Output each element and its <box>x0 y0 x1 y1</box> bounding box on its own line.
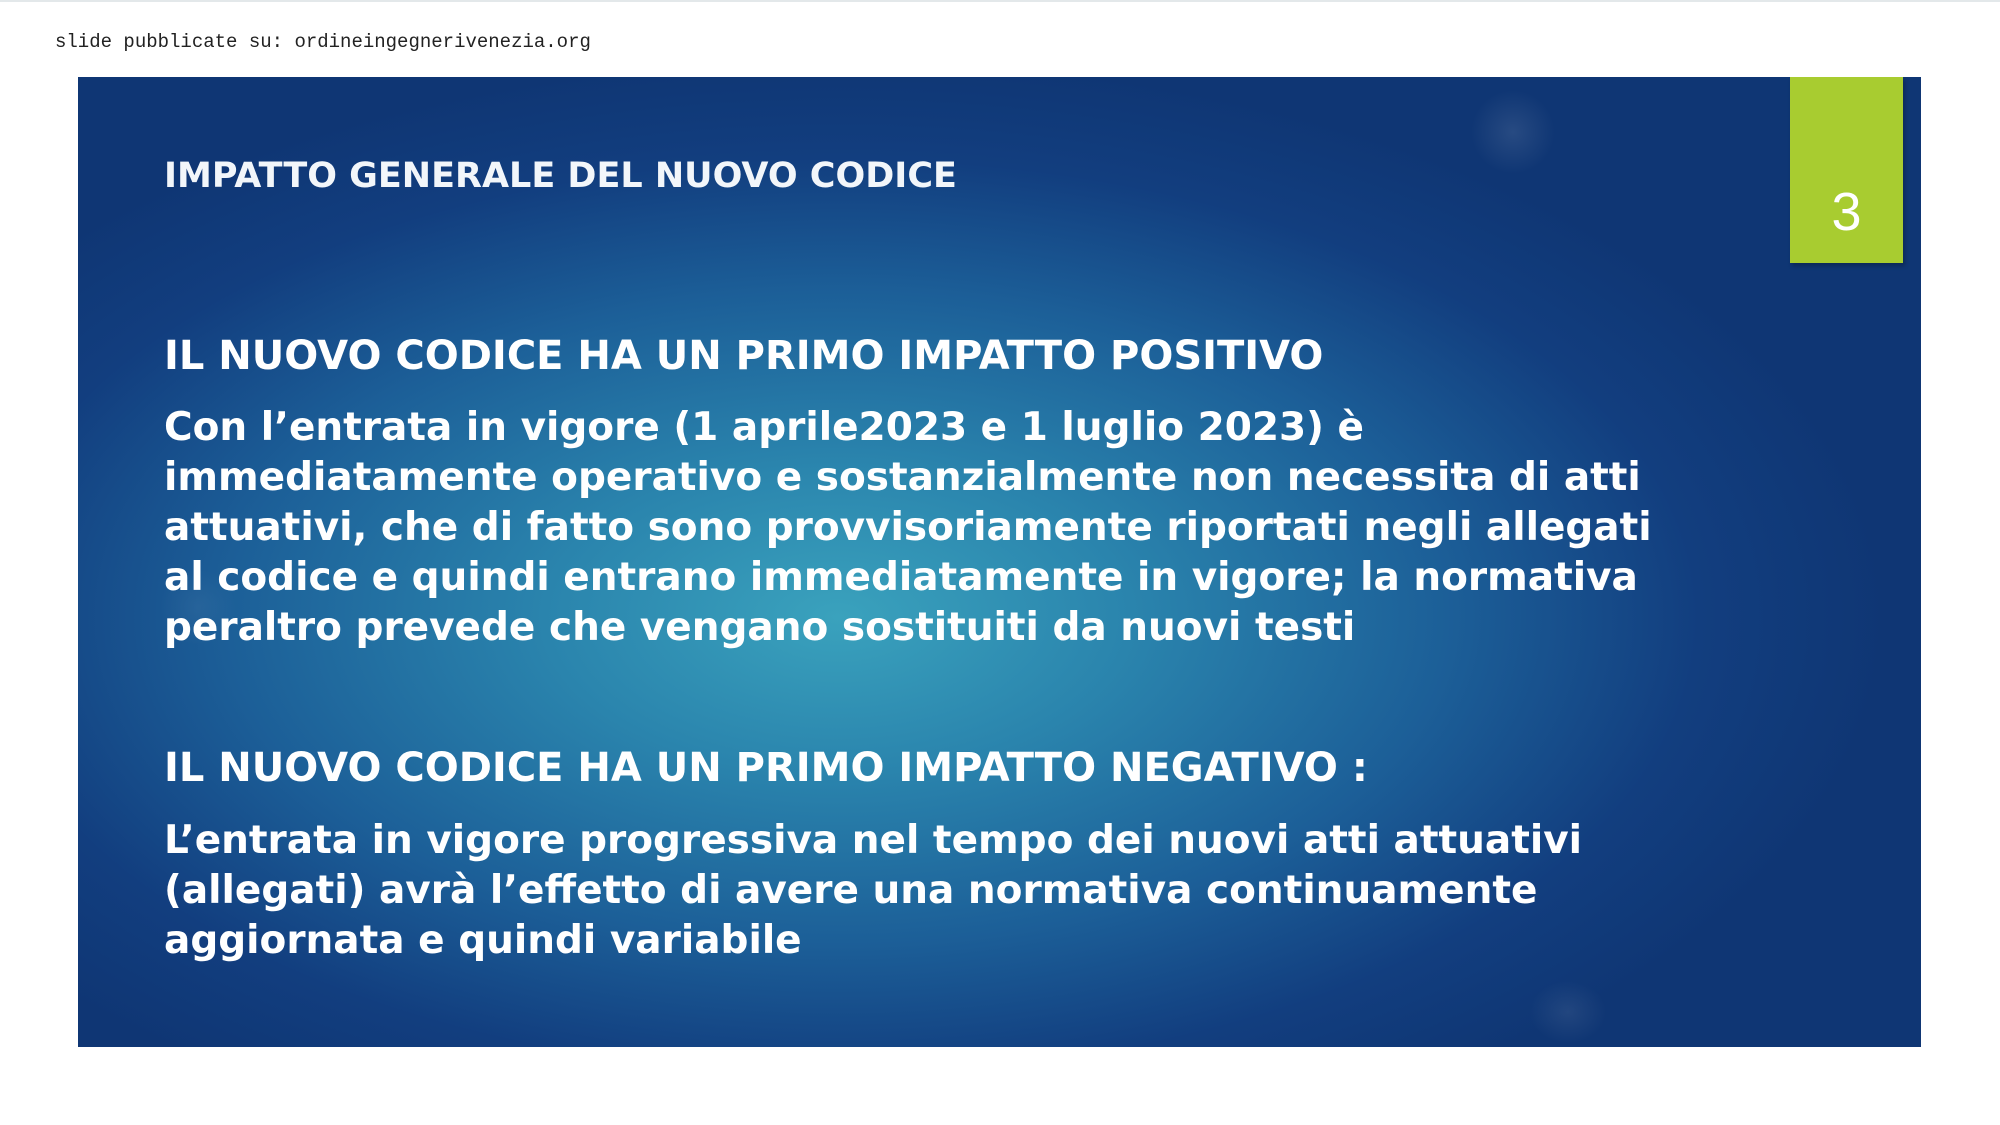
paragraph-line: al codice e quindi entrano immediatamente in vigore; la normativa <box>164 555 1638 600</box>
paragraph-line: peraltro prevede che vengano sostituiti da nuovi testi <box>164 605 1356 650</box>
slide <box>78 77 1921 1047</box>
paragraph-line: aggiornata e quindi variabile <box>164 918 802 963</box>
paragraph-line: immediatamente operativo e sostanzialmente non necessita di atti <box>164 455 1641 500</box>
section-heading-negative: IL NUOVO CODICE HA UN PRIMO IMPATTO NEGATIVO : <box>164 745 1368 791</box>
paragraph-line: attuativi, che di fatto sono provvisoriamente riportati negli allegati <box>164 505 1652 550</box>
header-note: slide pubblicate su: ordineingegnerivenezia.org <box>55 31 591 53</box>
paragraph-line: Con l’entrata in vigore (1 aprile2023 e 1 luglio 2023) è <box>164 405 1364 450</box>
top-border-line <box>0 0 2000 2</box>
page-number-tab <box>1790 77 1903 263</box>
slide-title: IMPATTO GENERALE DEL NUOVO CODICE <box>164 156 957 196</box>
page-number: 3 <box>1831 182 1862 242</box>
section-paragraph-negative <box>164 816 1582 966</box>
section-paragraph-positive <box>164 403 1652 653</box>
paragraph-line: L’entrata in vigore progressiva nel tempo dei nuovi atti attuativi <box>164 818 1582 863</box>
paragraph-line: (allegati) avrà l’effetto di avere una normativa continuamente <box>164 868 1538 913</box>
section-heading-positive: IL NUOVO CODICE HA UN PRIMO IMPATTO POSITIVO <box>164 333 1324 379</box>
